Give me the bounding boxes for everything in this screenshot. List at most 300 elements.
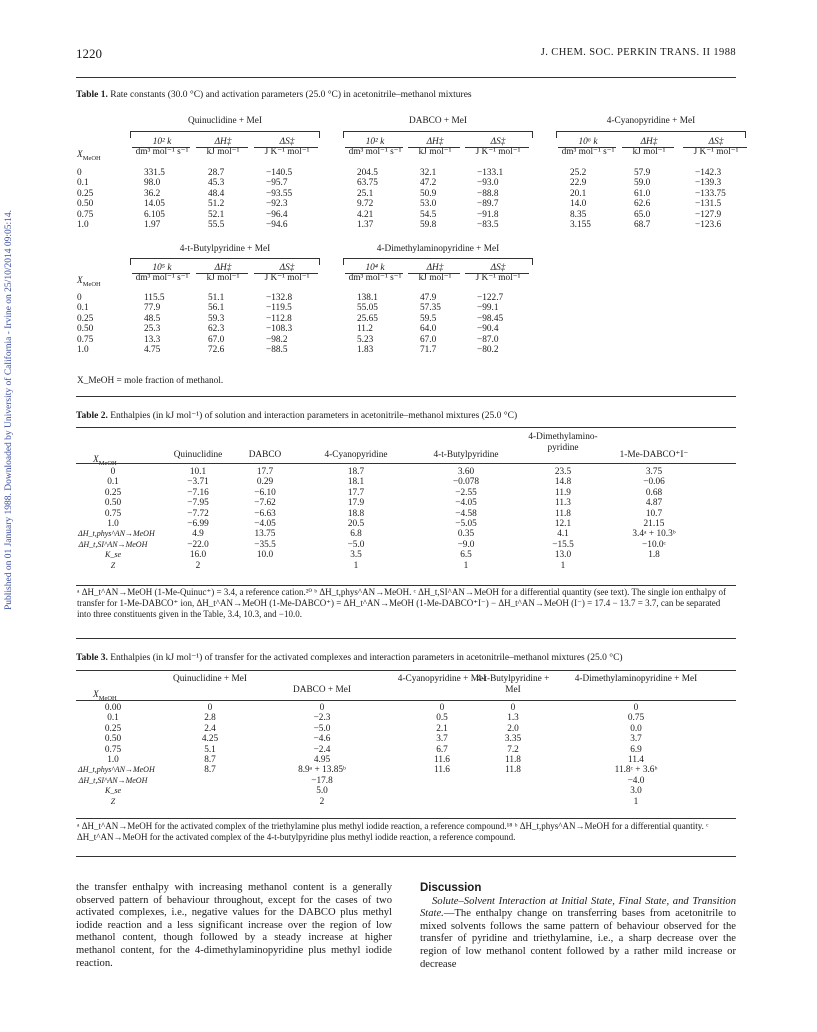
t1-group_b0-dh-cell: 56.1 bbox=[208, 303, 225, 314]
t1-group_a1-k-label: 10² k bbox=[365, 137, 385, 147]
t2-row-label: ΔH_t,SI^AN→MeOH bbox=[78, 539, 148, 549]
t1-group_a2-ds bbox=[695, 168, 745, 230]
t2-row-label: 0 bbox=[110, 467, 116, 477]
t1-group_a0-k-unit: dm³ mol⁻¹ s⁻¹ bbox=[135, 147, 189, 157]
journal-name: J. CHEM. SOC. PERKIN TRANS. II 1988 bbox=[540, 47, 736, 58]
t1-group_a2-ds-cell: −131.5 bbox=[695, 199, 722, 210]
t1-x-b-cell: 0.1 bbox=[77, 303, 89, 314]
t2-col-4 bbox=[518, 467, 608, 571]
t3-col-1-cell: 8.9ᵃ + 13.85ᵇ bbox=[298, 765, 346, 776]
t1-group_b1-dh-unit: kJ mol⁻¹ bbox=[418, 273, 452, 283]
t1-group_a2-k-cell: 20.1 bbox=[570, 188, 587, 199]
t2-row-labels bbox=[78, 467, 155, 571]
t3-col-2-cell: 2.1 bbox=[436, 723, 448, 734]
t2-col-header: 4-t-Butylpyridine bbox=[433, 450, 499, 460]
t1-group_a1-dh-cell: 32.1 bbox=[420, 168, 437, 178]
t2-col-3-cell: −2.55 bbox=[455, 487, 477, 498]
page-number: 1220 bbox=[76, 46, 102, 61]
t2-col-header: 4-Dimethylamino-pyridine bbox=[528, 432, 598, 453]
t1-group_a0-dh-cell: 48.4 bbox=[208, 188, 225, 199]
t1-x-b-cell: 0 bbox=[77, 293, 82, 303]
t3-col-2-cell: 0.5 bbox=[436, 713, 448, 724]
t2-row-label: K_se bbox=[105, 550, 121, 560]
t2-row-label: ΔH_t,phys^AN→MeOH bbox=[78, 529, 155, 539]
t1-group_b1-ds-unit: J K⁻¹ mol⁻¹ bbox=[475, 273, 521, 283]
t1-group_a2-k bbox=[570, 168, 606, 230]
t1-group_a0-ds-cell: −92.3 bbox=[266, 199, 288, 210]
t2-col-2-cell: 17.9 bbox=[347, 498, 365, 509]
t1-group_b0-k-unit: dm³ mol⁻¹ s⁻¹ bbox=[135, 273, 189, 283]
t3-col-2-cell: 3.7 bbox=[436, 734, 448, 745]
t1-group_a2-dh-cell: 61.0 bbox=[634, 188, 651, 199]
t1-group_a1-ds-cell: −133.1 bbox=[477, 168, 504, 178]
t2-col-0-cell: 16.0 bbox=[189, 550, 207, 561]
t3-col-0 bbox=[170, 703, 250, 807]
t2-row-label: 0.50 bbox=[104, 498, 122, 509]
t3-row-label: 0.00 bbox=[104, 703, 122, 713]
t1-group_a0-ds bbox=[266, 168, 316, 230]
t2-col-2-cell: 6.8 bbox=[350, 529, 362, 540]
t3-col-4-cell: 6.9 bbox=[630, 744, 642, 755]
t1-group_a0-ds-unit: J K⁻¹ mol⁻¹ bbox=[264, 147, 310, 157]
t3-row-label: 0.75 bbox=[104, 744, 122, 755]
t3-col-4-cell: 1 bbox=[633, 796, 639, 807]
t1-group_a2-k-label: 10⁶ k bbox=[578, 137, 598, 147]
table1-caption-label: Table 1. bbox=[76, 90, 108, 100]
t1-group_a0-k bbox=[144, 168, 180, 230]
t1-group_a1-ds-cell: −93.0 bbox=[477, 178, 499, 189]
t1-group_a1-ds-rule bbox=[465, 147, 529, 148]
t1-group_a0-dh-unit: kJ mol⁻¹ bbox=[206, 147, 240, 157]
t2-col-4-cell: 14.8 bbox=[554, 477, 572, 488]
t3-col-1-cell: −2.3 bbox=[313, 713, 331, 724]
t3-col-4-cell: 0.0 bbox=[630, 723, 642, 734]
t1-x-b-cell: 0.75 bbox=[77, 334, 94, 345]
t3-col-2-cell: 11.6 bbox=[434, 754, 450, 765]
t1-group_a1-ds bbox=[477, 168, 527, 230]
t1-group_a0-name: Quinuclidine + MeI bbox=[188, 116, 262, 126]
t3-col-1-cell: −2.4 bbox=[313, 744, 331, 755]
t2-col-5 bbox=[606, 467, 702, 571]
t3-row-label: 0.25 bbox=[104, 723, 122, 734]
table2-caption-text: Enthalpies (in kJ mol⁻¹) of solution and interaction parameters in acetonitrile–methanol mixtures (25.0 °C) bbox=[110, 411, 518, 421]
t1-group_a1-k bbox=[357, 168, 393, 230]
t2-col-5-cell: 21.15 bbox=[643, 518, 665, 529]
t1-group_b1-dh-cell: 47.9 bbox=[420, 293, 437, 303]
t3-col-4-cell: 11.8ᶜ + 3.6ᵇ bbox=[614, 765, 658, 776]
t1-group_a0-dh-cell: 45.3 bbox=[208, 178, 225, 189]
t1-group_a1-k-cell: 9.72 bbox=[357, 199, 374, 210]
t3-col-1-cell: 0 bbox=[319, 703, 325, 713]
t1-group_a1-k-cell: 63.75 bbox=[357, 178, 378, 189]
t1-group_a2-k-rule bbox=[558, 147, 616, 148]
t3-col-4-cell: −4.0 bbox=[627, 775, 645, 786]
t1-group_b1-ds-cell: −90.4 bbox=[477, 324, 499, 335]
t1-group_a0-dh-cell: 28.7 bbox=[208, 168, 225, 178]
t1-group_a1-ds-unit: J K⁻¹ mol⁻¹ bbox=[475, 147, 521, 157]
t3-row-labels bbox=[78, 703, 155, 807]
t1-group_b1-dh bbox=[420, 293, 456, 355]
t2-col-1-cell: −35.5 bbox=[254, 539, 276, 550]
t2-col-0-cell: −6.99 bbox=[187, 518, 209, 529]
t1-group_a2-ds-unit: J K⁻¹ mol⁻¹ bbox=[693, 147, 739, 157]
t1-group_b1-dh-cell: 67.0 bbox=[420, 334, 437, 345]
t1-group_b1-ds-cell: −87.0 bbox=[477, 334, 499, 345]
t1-group_b0-ds-label: ΔS‡ bbox=[279, 263, 295, 273]
t2-col-3-cell: 6.5 bbox=[460, 550, 472, 561]
t3-col-3-cell: 11.8 bbox=[505, 754, 521, 765]
t1-x-a-cell: 0.75 bbox=[77, 209, 94, 220]
t2-col-5-cell bbox=[606, 561, 702, 571]
t3-col-0-cell bbox=[170, 776, 250, 786]
t1-group_a2-ds-rule bbox=[683, 147, 747, 148]
t1-group_a0-ds-cell: −95.7 bbox=[266, 178, 288, 189]
table2-bottom-rule bbox=[76, 638, 736, 639]
t1-group_b1-dh-cell: 59.5 bbox=[420, 313, 437, 324]
t1-group_b0-k-cell: 77.9 bbox=[144, 303, 161, 314]
t2-col-0-cell: −7.16 bbox=[187, 487, 209, 498]
t2-header-rule bbox=[76, 463, 736, 464]
discussion-text: —The enthalpy change on transferring bases from acetonitrile to mixed solvents follows the same pattern of behaviour observed for the transfer of pyridine and triethylamine, i.e., a sharp decrease over the region of low methanol content followed by a rather mild increase or decrease bbox=[420, 908, 736, 970]
table3-footnote: ᵃ ΔH_t^AN→MeOH for the activated complex of the triethylamine plus methyl iodide reaction, a reference compound.¹⁸ ᵇ ΔH_t,phys^AN→MeOH for a differential quantity. ᶜ ΔH_t^AN→MeOH for the activated complex of the 4-t-butylpyridine plus methyl iodide reaction, a reference compound. bbox=[77, 821, 709, 842]
t1-group_b0-k-rule bbox=[132, 273, 190, 274]
t1-xlabel-a-sub: MeOH bbox=[82, 154, 101, 162]
t1-group_a0-k-rule bbox=[132, 147, 190, 148]
t1-group_b1-dh-cell: 57.35 bbox=[420, 303, 441, 314]
t1-group_a0-ds-cell: −93.55 bbox=[266, 188, 293, 199]
t3-col-4-cell: 3.0 bbox=[630, 786, 642, 797]
t1-group_b1-dh-cell: 71.7 bbox=[420, 344, 437, 355]
t3-col-3-cell bbox=[470, 776, 556, 786]
t3-col-4-cell: 0 bbox=[633, 703, 639, 713]
t1-group_b0-dh-cell: 51.1 bbox=[208, 293, 225, 303]
t1-group_a1-k-cell: 25.1 bbox=[357, 188, 374, 199]
t2-col-header: 4-Cyanopyridine bbox=[324, 450, 388, 460]
t2-col-2-cell: 17.7 bbox=[347, 487, 365, 498]
t3-col-0-cell: 8.7 bbox=[204, 754, 216, 765]
t1-group_b0-dh-unit: kJ mol⁻¹ bbox=[206, 273, 240, 283]
t1-group_b1-k-cell: 11.2 bbox=[357, 324, 373, 335]
table2-footnote: ᵃ ΔH_t^AN→MeOH (1-Me-Quinuc⁺) = 3.4, a reference cation.²⁰ ᵇ ΔH_t,phys^AN→MeOH. ᶜ ΔH_t,SI^AN→MeOH for a differential quantity (see text). The single ion enthalpy of transfer for 1-Me-DABCO⁺ ion, ΔH_t^AN→MeOH (1-Me-DABCO⁺) = ΔH_t^AN→MeOH (1-Me-DABCO⁺I⁻) − ΔH_t^AN→MeOH (I⁻) = 17.4 − 13.7 = 3.7, can be separated into three constituents given in the Table, 3.4, 10.3, and −10.0. bbox=[77, 587, 726, 619]
t3-col-header: 4-Cyanopyridine + MeI bbox=[397, 674, 487, 684]
t2-row-label: 1.0 bbox=[107, 518, 119, 529]
t2-col-4-cell: 12.1 bbox=[554, 518, 572, 529]
t2-col-header: 1-Me-DABCO⁺I⁻ bbox=[619, 450, 689, 460]
t3-col-header: Quinuclidine + MeI bbox=[173, 674, 247, 684]
t1-group_b0-ds bbox=[266, 293, 316, 355]
t1-group_a2-k-cell: 8.35 bbox=[570, 209, 587, 220]
t3-col-3 bbox=[470, 703, 556, 807]
t2-col-2-cell: 18.8 bbox=[347, 508, 365, 519]
t1-group_b1-dh-label: ΔH‡ bbox=[426, 263, 444, 273]
t2-col-3-cell: −4.58 bbox=[455, 508, 477, 519]
t3-xlabel-sub: MeOH bbox=[98, 694, 117, 702]
t1-group_a0-dh-rule bbox=[196, 147, 248, 148]
t2-col-1-cell: −7.62 bbox=[254, 498, 276, 509]
t1-group_b1-k-cell: 1.83 bbox=[357, 344, 374, 355]
t1-group_b1-ds bbox=[477, 293, 527, 355]
t1-group_b0-ds-rule bbox=[254, 273, 318, 274]
t3-row-label: Z bbox=[110, 796, 116, 806]
discussion-heading: Discussion bbox=[420, 882, 482, 894]
t1-group_b0-ds-cell: −108.3 bbox=[266, 324, 293, 335]
t2-col-1-cell: 17.7 bbox=[256, 467, 274, 477]
t1-group_a1-name: DABCO + MeI bbox=[409, 116, 467, 126]
t2-xlabel-sub: MeOH bbox=[98, 459, 117, 467]
t2-col-5-cell: 4.87 bbox=[645, 498, 663, 509]
table3-bottom-rule bbox=[76, 856, 736, 857]
t2-col-4-cell: 11.9 bbox=[555, 487, 571, 498]
t3-row-label: 0.1 bbox=[107, 713, 119, 724]
t2-col-1-cell: 10.0 bbox=[256, 550, 274, 561]
t1-group_a1-ds-label: ΔS‡ bbox=[490, 137, 506, 147]
t3-row-label: ΔH_t,phys^AN→MeOH bbox=[78, 765, 155, 775]
t1-group_b0-ds-cell: −98.2 bbox=[266, 334, 288, 345]
t1-group_b0-k-label: 10⁵ k bbox=[152, 263, 172, 273]
t3-col-3-cell: 11.8 bbox=[505, 765, 521, 776]
t1-group_a1-k-cell: 4.21 bbox=[357, 209, 374, 220]
t2-col-1-cell: −6.10 bbox=[254, 487, 276, 498]
body-left-column bbox=[76, 882, 392, 970]
t1-group_a1-dh-rule bbox=[408, 147, 460, 148]
t3-col-4-cell: 0.75 bbox=[627, 713, 645, 724]
t1-group_a1-dh-label: ΔH‡ bbox=[426, 137, 444, 147]
t1-group_a1-dh-unit: kJ mol⁻¹ bbox=[418, 147, 452, 157]
t2-col-1-cell: 0.29 bbox=[256, 477, 274, 488]
t2-row-label: 0.75 bbox=[104, 508, 122, 519]
t3-col-1-cell: 4.95 bbox=[313, 754, 331, 765]
t1-group_b0-k-cell: 13.3 bbox=[144, 334, 161, 345]
body-right-column bbox=[420, 882, 736, 971]
t1-group_b0-ds-cell: −119.5 bbox=[266, 303, 292, 314]
t1-group_a1-ds-cell: −88.8 bbox=[477, 188, 499, 199]
t1-group_b0-k-cell: 25.3 bbox=[144, 324, 161, 335]
t2-col-2 bbox=[308, 467, 404, 571]
t2-col-3-cell: 1 bbox=[463, 560, 469, 571]
t1-group_a2-ds-cell: −139.3 bbox=[695, 178, 722, 189]
t3-col-1-cell: 2 bbox=[319, 796, 325, 807]
t1-xlabel-b bbox=[77, 276, 101, 286]
t2-col-4-cell: 4.1 bbox=[557, 529, 569, 540]
t1-group_b0-ds-unit: J K⁻¹ mol⁻¹ bbox=[264, 273, 310, 283]
t2-col-3-cell: −4.05 bbox=[455, 498, 477, 509]
t1-group_a0-dh-cell: 52.1 bbox=[208, 209, 225, 220]
t1-group_b0-k-cell: 4.75 bbox=[144, 344, 161, 355]
t2-col-5-cell: 10.7 bbox=[645, 508, 663, 519]
t1-group_b1-ds-label: ΔS‡ bbox=[490, 263, 506, 273]
t2-col-5-cell: 1.8 bbox=[648, 550, 660, 561]
t1-group_a0-dh-label: ΔH‡ bbox=[214, 137, 232, 147]
t1-group_a1-k-unit: dm³ mol⁻¹ s⁻¹ bbox=[348, 147, 402, 157]
t3-col-0-cell bbox=[170, 797, 250, 807]
t3-col-3-cell: 3.35 bbox=[504, 734, 522, 745]
t1-group_a2-dh bbox=[634, 168, 670, 230]
download-watermark bbox=[2, 150, 16, 670]
t1-group_a1-dh-cell: 53.0 bbox=[420, 199, 437, 210]
t3-col-0-cell: 2.4 bbox=[204, 723, 216, 734]
t1-x-a-cell: 0 bbox=[77, 168, 82, 178]
t1-group_a0-dh-cell: 55.5 bbox=[208, 219, 225, 230]
t2-col-3-cell: −5.05 bbox=[455, 518, 477, 529]
t2-col-header: Quinuclidine bbox=[173, 450, 223, 460]
t2-col-5-cell: −0.06 bbox=[643, 477, 665, 488]
t3-col-3-cell bbox=[470, 786, 556, 796]
discussion-subheading: Solute–Solvent Interaction at Initial State, Final State, and Transition State. bbox=[420, 895, 736, 920]
t1-x-a bbox=[77, 168, 117, 230]
t1-xlabel-a bbox=[77, 150, 101, 160]
t1-group_a2-ds-label: ΔS‡ bbox=[708, 137, 724, 147]
t1-group_a1-ds-cell: −83.5 bbox=[477, 219, 499, 230]
t1-group_b1-name: 4-Dimethylaminopyridine + MeI bbox=[376, 244, 500, 254]
t1-group_a2-k-cell: 14.0 bbox=[570, 199, 587, 210]
table2-caption bbox=[76, 410, 517, 421]
t2-row-label: 0.1 bbox=[107, 477, 119, 488]
table1-caption-text: Rate constants (30.0 °C) and activation parameters (25.0 °C) in acetonitrile–methanol mixtures bbox=[110, 90, 472, 100]
t1-group_a2-k-cell: 22.9 bbox=[570, 178, 587, 189]
t3-col-0-cell: 2.8 bbox=[204, 713, 216, 724]
t2-col-1-cell bbox=[238, 561, 292, 571]
t1-group_b0-name: 4-t-Butylpyridine + MeI bbox=[179, 244, 271, 254]
t2-col-2-cell: 1 bbox=[353, 560, 359, 571]
t1-group_a2-ds-cell: −133.75 bbox=[695, 188, 726, 199]
t2-col-1 bbox=[238, 467, 292, 571]
t2-col-4-cell: 11.8 bbox=[555, 508, 571, 519]
t1-group_a0-ds-rule bbox=[254, 147, 318, 148]
t2-col-2-cell: 20.5 bbox=[347, 518, 365, 529]
t1-group_a2-dh-cell: 68.7 bbox=[634, 219, 651, 230]
t2-col-0 bbox=[150, 467, 246, 571]
t2-col-2-cell: −5.0 bbox=[347, 539, 365, 550]
t1-group_a0-k-label: 10² k bbox=[152, 137, 172, 147]
t1-group_a0-k-cell: 36.2 bbox=[144, 188, 161, 199]
t1-group_b1-k-cell: 5.23 bbox=[357, 334, 374, 345]
t3-col-0-cell: 4.25 bbox=[201, 734, 219, 745]
t2-row-label: Z bbox=[110, 560, 116, 570]
t1-group_b1-ds-cell: −122.7 bbox=[477, 293, 504, 303]
t1-group_b1-ds-cell: −80.2 bbox=[477, 344, 499, 355]
t2-col-0-cell: 4.9 bbox=[192, 529, 204, 540]
discussion-paragraph bbox=[420, 896, 736, 972]
header-rule bbox=[76, 77, 736, 78]
t2-col-5-cell: −10.0ᶜ bbox=[642, 539, 666, 550]
t1-group_a1-k-rule bbox=[345, 147, 403, 148]
t3-xlabel-x: X bbox=[93, 690, 99, 700]
left-paragraph: the transfer enthalpy with increasing methanol content is a generally observed pattern of behaviour throughout, except for the cases of two activated complexes, i.e., negative values for the DABCO plus methyl iodide reaction and a less significant increase over the region of low methanol content, though followed by a steady increase at higher methanol content, for the 4-dimethylaminopyridine plus methyl iodide reaction. bbox=[76, 882, 392, 969]
t1-group_a2-dh-unit: kJ mol⁻¹ bbox=[632, 147, 666, 157]
t1-group_a0-dh-cell: 51.2 bbox=[208, 199, 225, 210]
t3-col-4-cell: 11.4 bbox=[628, 754, 644, 765]
t1-x-b-cell: 0.50 bbox=[77, 324, 94, 335]
t1-group_a0-ds-cell: −140.5 bbox=[266, 168, 293, 178]
t3-col-0-cell: 5.1 bbox=[204, 744, 216, 755]
t1-group_b0-dh bbox=[208, 293, 244, 355]
t1-group_a1-dh-cell: 59.8 bbox=[420, 219, 437, 230]
t1-group_b0-dh-rule bbox=[196, 273, 248, 274]
t1-xlabel-b-sub: MeOH bbox=[82, 280, 101, 288]
t3-col-0-cell: 0 bbox=[207, 703, 213, 713]
t1-group_a0-ds-label: ΔS‡ bbox=[279, 137, 295, 147]
t1-group_a0-k-cell: 98.0 bbox=[144, 178, 161, 189]
t1-group_b0-k bbox=[144, 293, 180, 355]
t2-col-5-cell: 3.4ᵃ + 10.3ᵇ bbox=[632, 529, 676, 540]
t2-col-3 bbox=[418, 467, 514, 571]
t1-group_a1-dh-cell: 47.2 bbox=[420, 178, 437, 189]
t1-group_a2-k-cell: 3.155 bbox=[570, 219, 591, 230]
t1-group_a0-dh bbox=[208, 168, 244, 230]
t2-col-1-cell: −6.63 bbox=[254, 508, 276, 519]
t1-group_a1-dh-cell: 50.9 bbox=[420, 188, 437, 199]
t1-group_b1-k bbox=[357, 293, 393, 355]
t3-col-1 bbox=[274, 703, 370, 807]
t1-group_b0-dh-cell: 62.3 bbox=[208, 324, 225, 335]
t1-group_a2-k-unit: dm³ mol⁻¹ s⁻¹ bbox=[561, 147, 615, 157]
t1-group_a1-dh-cell: 54.5 bbox=[420, 209, 437, 220]
t2-col-3-cell: −0.078 bbox=[452, 477, 480, 488]
t1-group_b1-k-label: 10⁴ k bbox=[365, 263, 385, 273]
t2-col-4-cell: −15.5 bbox=[552, 539, 574, 550]
t3-col-3-cell: 7.2 bbox=[507, 744, 519, 755]
t3-row-label: 1.0 bbox=[107, 754, 119, 765]
t3-col-1-cell: −4.6 bbox=[313, 734, 331, 745]
t1-x-a-cell: 0.25 bbox=[77, 188, 94, 199]
t1-x-a-cell: 0.50 bbox=[77, 199, 94, 210]
t1-group_a0-ds-cell: −94.6 bbox=[266, 219, 288, 230]
t1-group_a2-dh-rule bbox=[622, 147, 674, 148]
t1-x-b-cell: 1.0 bbox=[77, 344, 89, 355]
t1-group_a2-k-cell: 25.2 bbox=[570, 168, 587, 178]
t3-row-label: ΔH_t,SI^AN→MeOH bbox=[78, 775, 148, 785]
t3-col-0-cell: 8.7 bbox=[204, 765, 216, 776]
t2-col-3-cell: 0.35 bbox=[457, 529, 475, 540]
t1-group_b0-ds-cell: −88.5 bbox=[266, 344, 288, 355]
t3-header-rule bbox=[76, 700, 736, 701]
t1-group_b0-k-cell: 115.5 bbox=[144, 293, 165, 303]
table3-foot-rule bbox=[76, 818, 736, 819]
t1-group_b1-ds-cell: −98.45 bbox=[477, 313, 504, 324]
t1-x-a-cell: 1.0 bbox=[77, 219, 89, 230]
t2-col-4-cell: 1 bbox=[560, 560, 566, 571]
t1-group_b1-k-cell: 138.1 bbox=[357, 293, 378, 303]
t1-group_a2-dh-label: ΔH‡ bbox=[640, 137, 658, 147]
t1-x-a-cell: 0.1 bbox=[77, 178, 89, 189]
t2-col-0-cell: −3.71 bbox=[187, 477, 209, 488]
t1-group_a2-dh-cell: 62.6 bbox=[634, 199, 651, 210]
table2-caption-label: Table 2. bbox=[76, 411, 108, 421]
t3-col-2-cell: 6.7 bbox=[436, 744, 448, 755]
t1-group_a0-k-cell: 1.97 bbox=[144, 219, 161, 230]
t1-group_b1-dh-rule bbox=[408, 273, 460, 274]
t2-col-1-cell: 13.75 bbox=[254, 529, 276, 540]
t2-col-2-cell: 18.1 bbox=[347, 477, 365, 488]
t3-col-2-cell: 0 bbox=[439, 703, 445, 713]
t2-col-2-cell: 18.7 bbox=[347, 467, 365, 477]
t1-group_b1-k-rule bbox=[345, 273, 403, 274]
t3-col-1-cell: −5.0 bbox=[313, 723, 331, 734]
t2-col-2-cell: 3.5 bbox=[350, 550, 362, 561]
t3-row-label: 0.50 bbox=[104, 734, 122, 745]
table3-top-rule bbox=[76, 670, 736, 671]
t1-group_a2-ds-cell: −123.6 bbox=[695, 219, 722, 230]
t1-group_b0-dh-label: ΔH‡ bbox=[214, 263, 232, 273]
t1-group_b1-ds-cell: −99.1 bbox=[477, 303, 499, 314]
t2-col-5-cell: 3.75 bbox=[645, 467, 663, 477]
t2-col-3-cell: 3.60 bbox=[457, 467, 475, 477]
t3-col-3-cell: 2.0 bbox=[507, 723, 519, 734]
t2-col-0-cell: −7.95 bbox=[187, 498, 209, 509]
t1-group_a2-ds-cell: −142.3 bbox=[695, 168, 722, 178]
t1-group_a1-ds-cell: −91.8 bbox=[477, 209, 499, 220]
table3-caption bbox=[76, 652, 623, 663]
